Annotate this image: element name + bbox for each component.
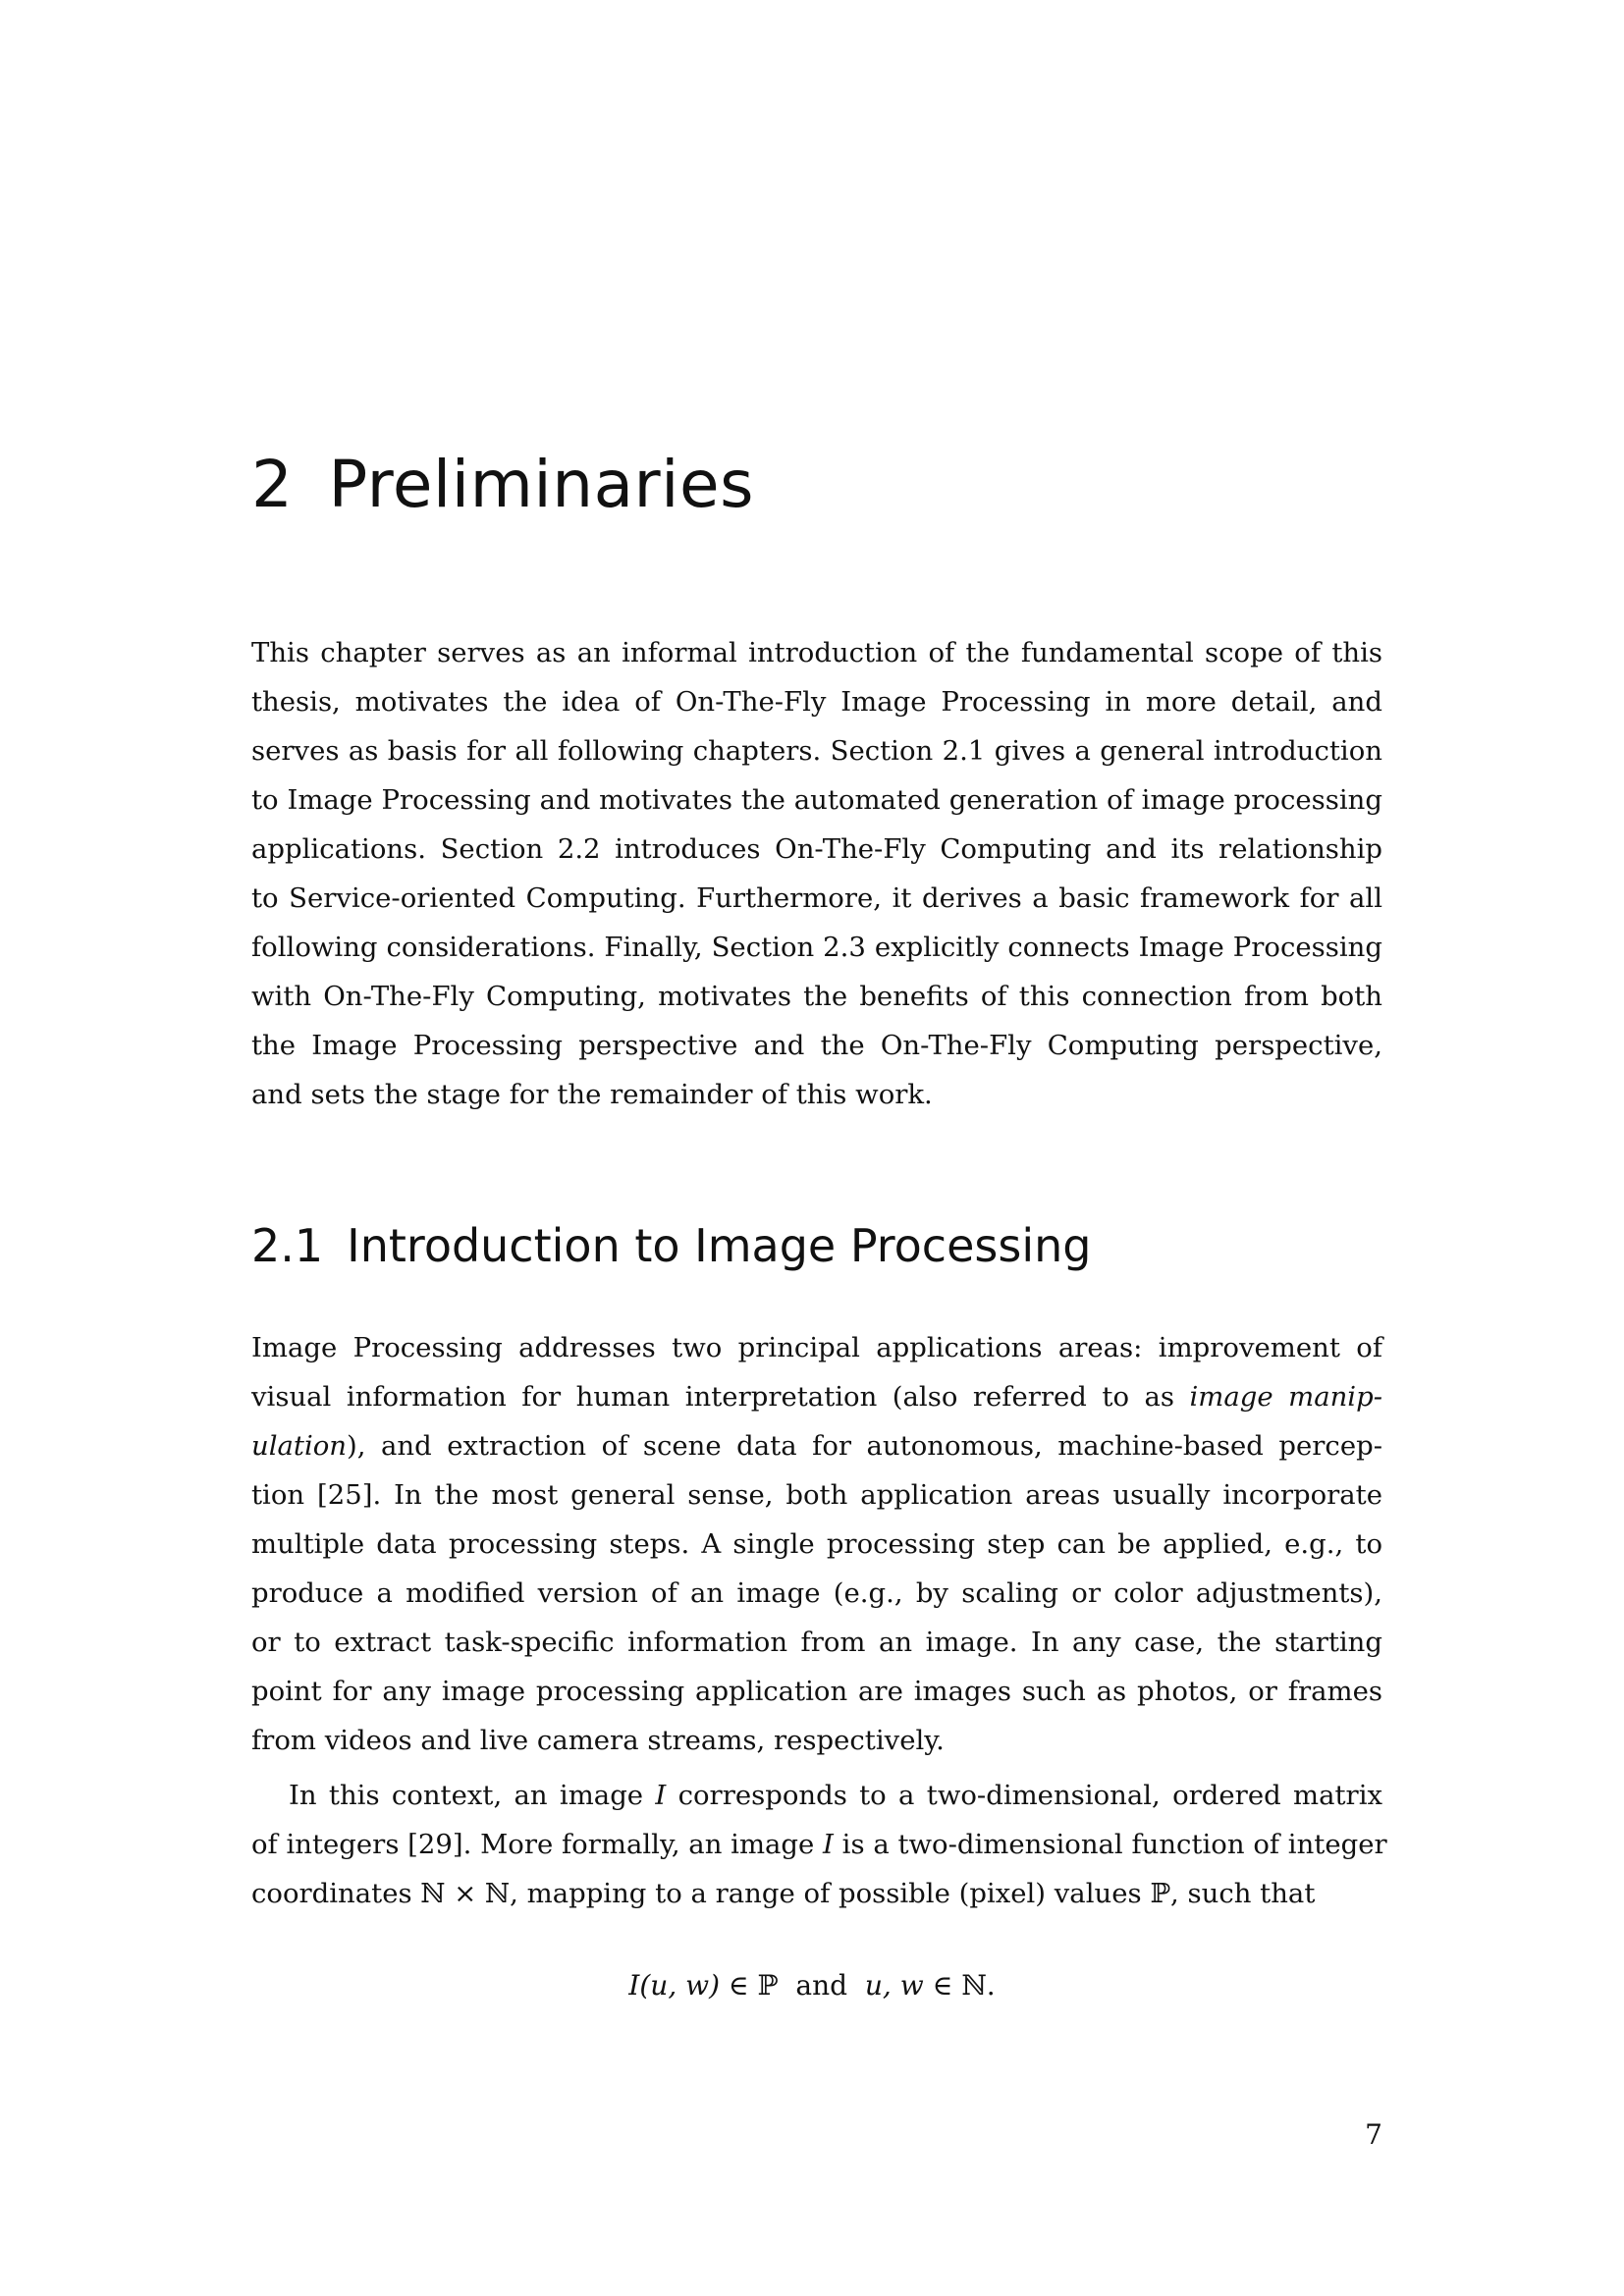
math-arguments: (u, w) [639, 1969, 721, 2002]
intro-line: the Image Processing perspective and the On-The-Fly Computing perspective, [251, 1030, 1382, 1061]
line-text: ), and extraction of scene data for autonomous, machine-based percep- [347, 1430, 1382, 1462]
math-operator: ∈ ℕ. [923, 1969, 996, 2002]
section-title [251, 1219, 1091, 1272]
line-text: of integers [29]. More formally, an image [251, 1829, 824, 1860]
math-variable: I [655, 1780, 667, 1811]
line-text: corresponds to a two-dimensional, ordered matrix [666, 1780, 1382, 1811]
section-paragraph-2 [251, 1771, 1387, 1918]
chapter-number: 2 [251, 447, 294, 522]
paragraph-line: Image Processing addresses two principal applications areas: improvement of [251, 1332, 1382, 1363]
paragraph-line: point for any image processing application are images such as photos, or frames [251, 1676, 1382, 1707]
line-text: visual information for human interpretation (also referred to as [251, 1381, 1190, 1413]
paragraph-line: or to extract task-specific information from an image. In any case, the starting [251, 1627, 1382, 1658]
section-title-text: Introduction to Image Processing [347, 1219, 1092, 1272]
math-variables: u, w [864, 1969, 924, 2002]
intro-line: to Image Processing and motivates the automated generation of image processing [251, 784, 1382, 816]
math-variable: I [823, 1829, 834, 1860]
intro-line: and sets the stage for the remainder of this work. [251, 1079, 933, 1110]
math-variable: I [628, 1969, 640, 2002]
intro-line: This chapter serves as an informal introduction of the fundamental scope of this [251, 637, 1382, 668]
paragraph-line: tion [25]. In the most general sense, both application areas usually incorporate [251, 1479, 1382, 1511]
section-number: 2.1 [251, 1219, 324, 1272]
chapter-intro-paragraph [251, 628, 1382, 1119]
paragraph-line [251, 1372, 1382, 1421]
line-text: In this context, an image [289, 1780, 656, 1811]
line-text: is a two-dimensional function of integer [833, 1829, 1387, 1860]
emphasized-term: ulation [251, 1430, 348, 1462]
paragraph-line: from videos and live camera streams, respectively. [251, 1725, 945, 1756]
chapter-title-text: Preliminaries [328, 447, 754, 522]
paragraph-line [251, 1421, 1382, 1470]
paragraph-line: multiple data processing steps. A single processing step can be applied, e.g., to [251, 1528, 1382, 1560]
intro-line: following considerations. Finally, Section 2.3 explicitly connects Image Processing [251, 932, 1382, 963]
intro-line: with On-The-Fly Computing, motivates the benefits of this connection from both [251, 981, 1382, 1012]
page-number: 7 [1365, 2118, 1382, 2151]
paragraph-line [251, 1771, 1382, 1820]
chapter-title [251, 447, 754, 522]
paragraph-line: coordinates ℕ × ℕ, mapping to a range of possible (pixel) values ℙ, such that [251, 1878, 1316, 1909]
emphasized-term: image manip- [1189, 1381, 1382, 1413]
intro-line: serves as basis for all following chapters. Section 2.1 gives a general introduction [251, 735, 1382, 767]
intro-line: to Service-oriented Computing. Furthermore, it derives a basic framework for all [251, 882, 1382, 914]
intro-line: applications. Section 2.2 introduces On-The-Fly Computing and its relationship [251, 833, 1382, 865]
math-operator: ∈ ℙ and [720, 1969, 865, 2002]
display-equation [0, 1961, 1624, 2010]
paragraph-line [251, 1820, 1387, 1869]
paragraph-line: produce a modified version of an image (e.g., by scaling or color adjustments), [251, 1577, 1382, 1609]
section-paragraph-1 [251, 1323, 1382, 1765]
intro-line: thesis, motivates the idea of On-The-Fly Image Processing in more detail, and [251, 686, 1382, 718]
